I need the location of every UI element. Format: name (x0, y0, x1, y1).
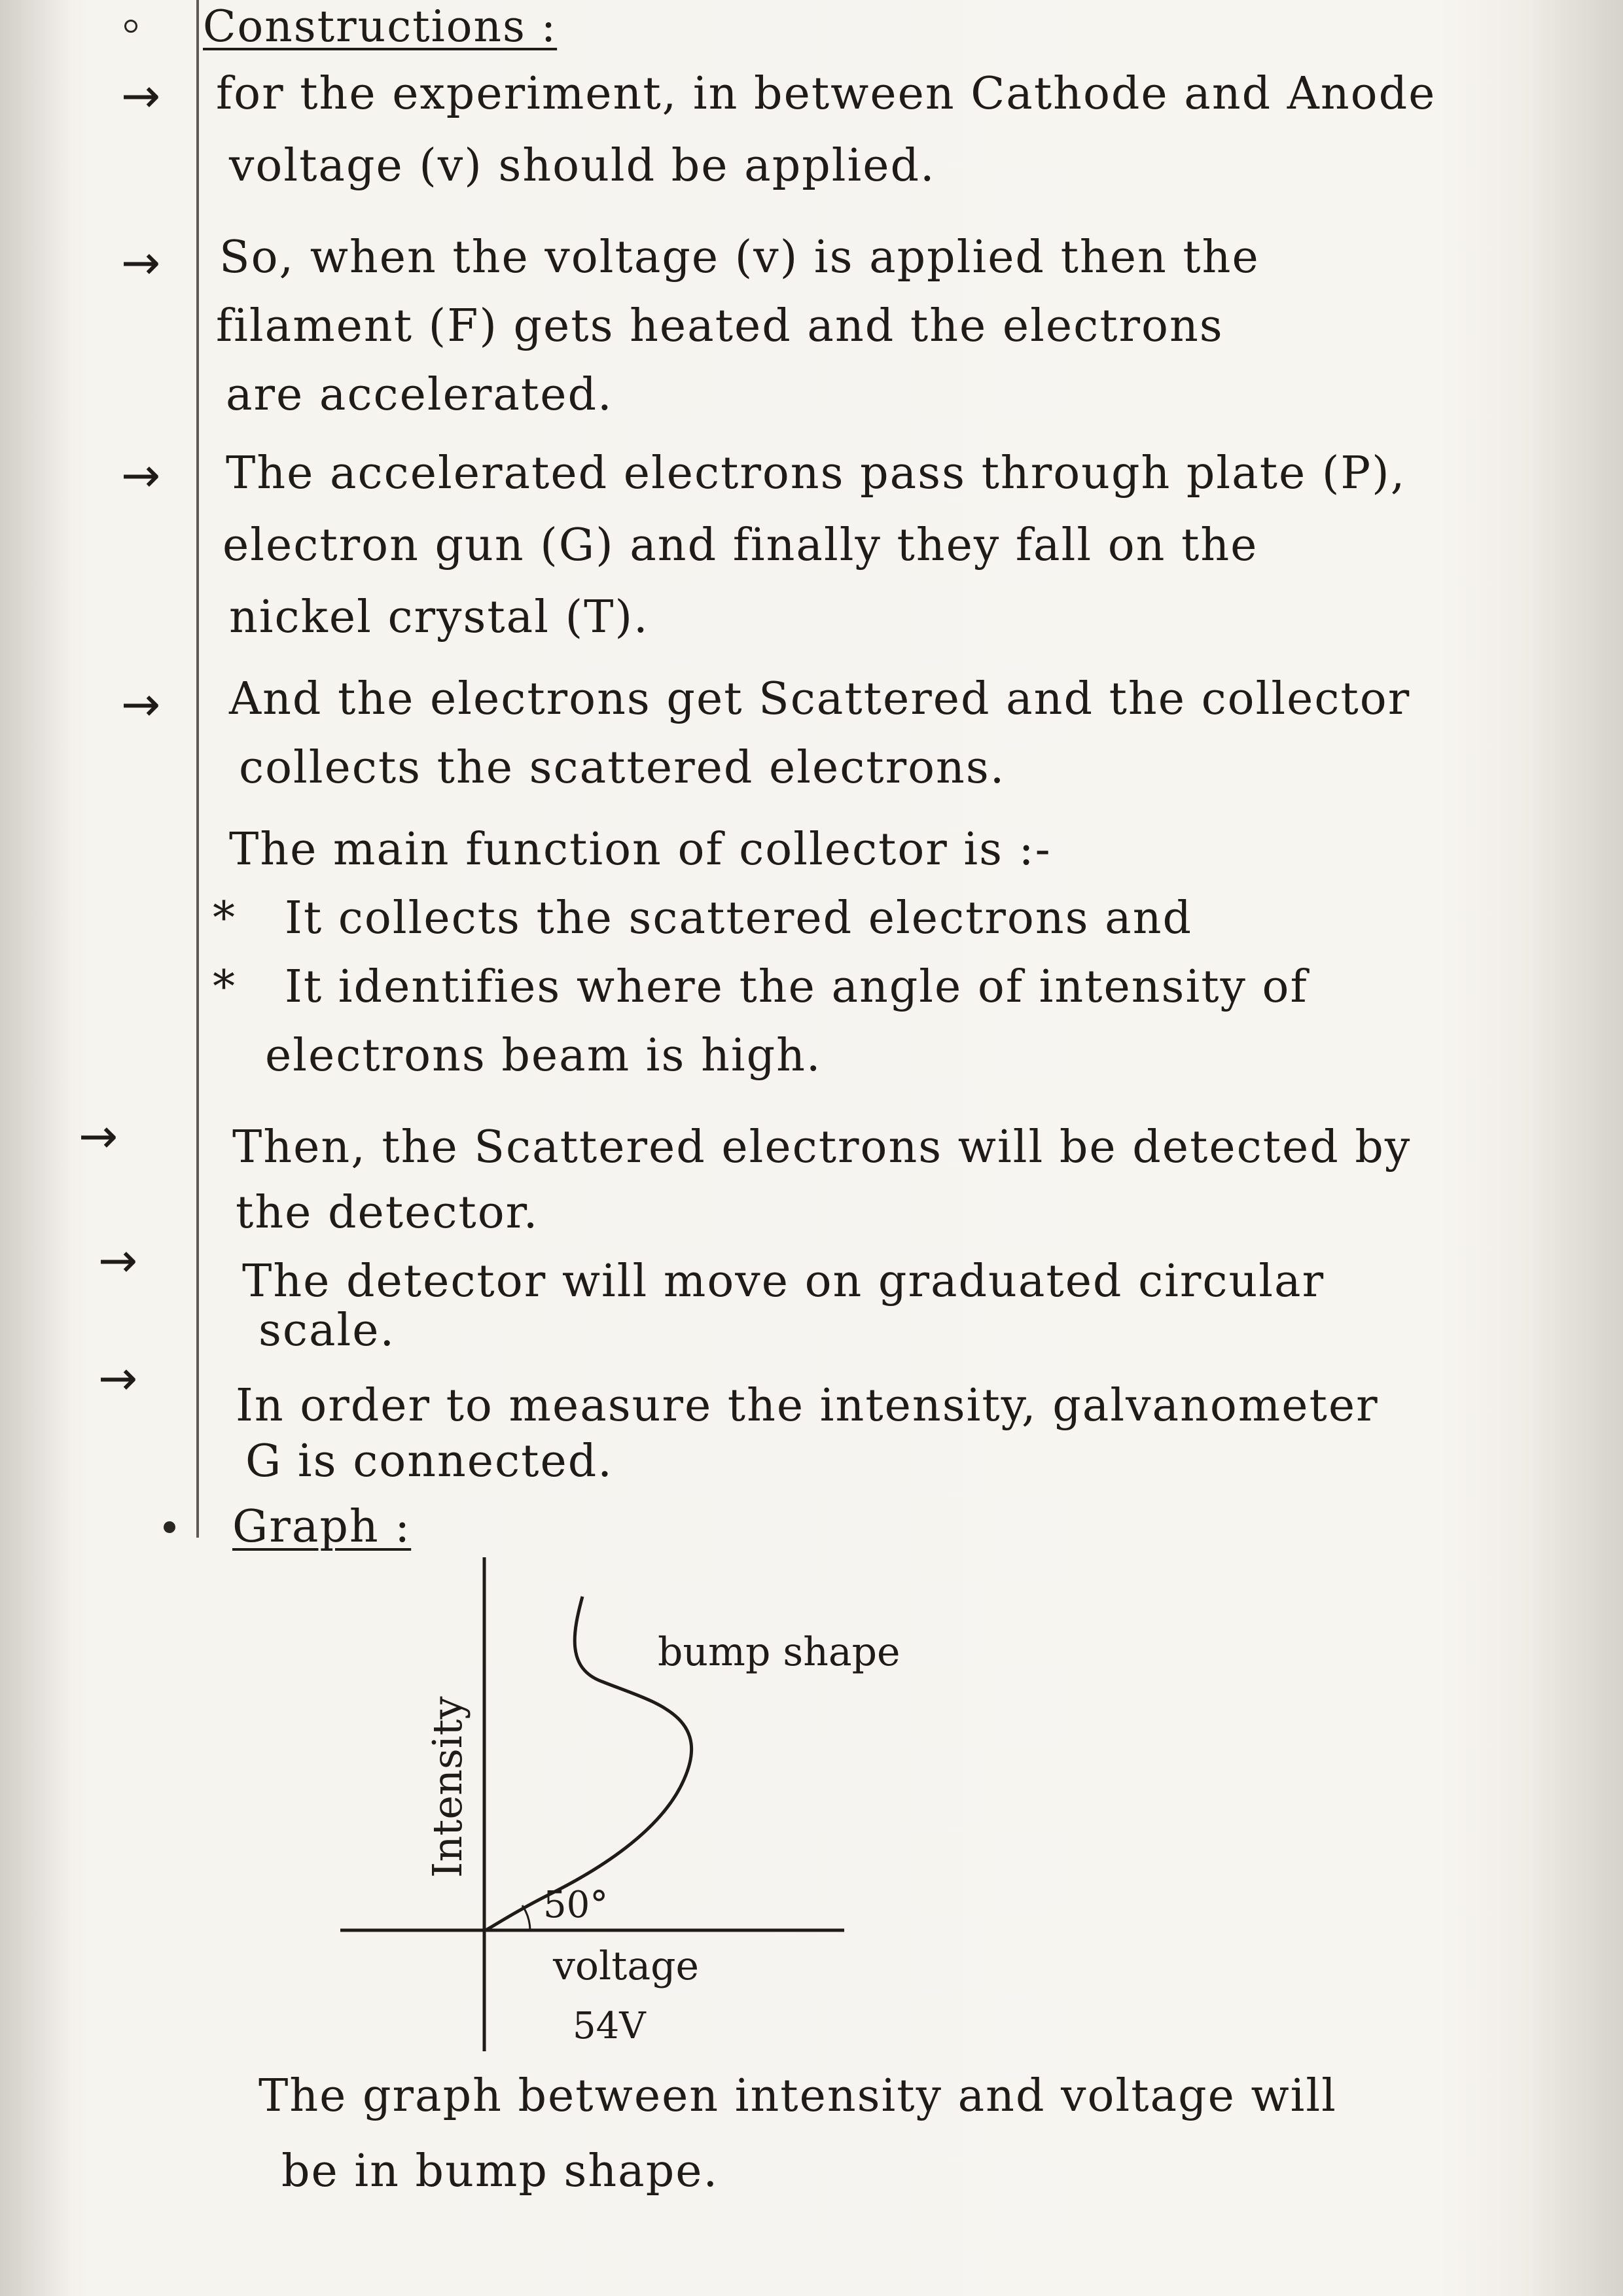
p2-line-1: So, when the voltage (v) is applied then the (219, 232, 1260, 283)
collector-point-1-star: * (213, 892, 236, 944)
x-axis-label: voltage (553, 1943, 700, 1989)
p3-line-2: electron gun (G) and finally they fall on the (223, 520, 1258, 571)
y-axis-label: Intensity (423, 1696, 471, 1878)
page-edge-shadow (0, 0, 72, 2296)
graph-heading: Graph : (232, 1501, 412, 1553)
curve-label: bump shape (658, 1629, 901, 1675)
page-right-shadow (1525, 0, 1623, 2296)
p5-line-2: the detector. (236, 1187, 539, 1239)
p3-line-1: The accelerated electrons pass through plate (P), (226, 448, 1406, 499)
conclusion-line-1: The graph between intensity and voltage will (259, 2070, 1337, 2122)
p7-line-1: In order to measure the intensity, galvanometer (236, 1380, 1379, 1432)
p5-line-1: Then, the Scattered electrons will be detected by (232, 1122, 1412, 1173)
p4-line-1: And the electrons get Scattered and the collector (229, 673, 1411, 725)
margin-line (196, 0, 199, 1538)
p1-line-1: for the experiment, in between Cathode and Anode (216, 68, 1436, 120)
angle-label: 50° (543, 1884, 609, 1926)
arrow-6: → (98, 1233, 138, 1288)
p7-line-2: G is connected. (245, 1436, 613, 1487)
p3-line-3: nickel crystal (T). (229, 592, 649, 643)
arrow-2: → (121, 235, 161, 290)
p1-line-2: voltage (v) should be applied. (229, 140, 936, 192)
collector-point-1: It collects the scattered electrons and (285, 892, 1193, 944)
graph-bullet (164, 1521, 175, 1533)
heading-bullet (124, 20, 137, 33)
conclusion-line-2: be in bump shape. (281, 2146, 719, 2197)
arrow-1: → (121, 68, 161, 123)
constructions-heading: Constructions : (203, 1, 558, 52)
angle-arc (522, 1905, 530, 1930)
arrow-3: → (121, 448, 161, 503)
arrow-5: → (79, 1108, 118, 1163)
p6-line-2: scale. (259, 1305, 396, 1356)
collector-cont: electrons beam is high. (265, 1030, 822, 1082)
arrow-4: → (121, 677, 161, 732)
p2-line-3: are accelerated. (226, 369, 613, 421)
p2-line-2: filament (F) gets heated and the electrons (216, 300, 1224, 352)
arrow-7: → (98, 1351, 138, 1405)
p6-line-1: The detector will move on graduated circular (242, 1256, 1325, 1307)
collector-point-2-star: * (213, 961, 236, 1013)
collector-point-2: It identifies where the angle of intensity of (285, 961, 1308, 1013)
x-value-label: 54V (573, 2005, 646, 2047)
intensity-voltage-graph (314, 1505, 969, 2061)
collector-intro: The main function of collector is :- (229, 824, 1052, 875)
p4-line-2: collects the scattered electrons. (239, 742, 1006, 794)
